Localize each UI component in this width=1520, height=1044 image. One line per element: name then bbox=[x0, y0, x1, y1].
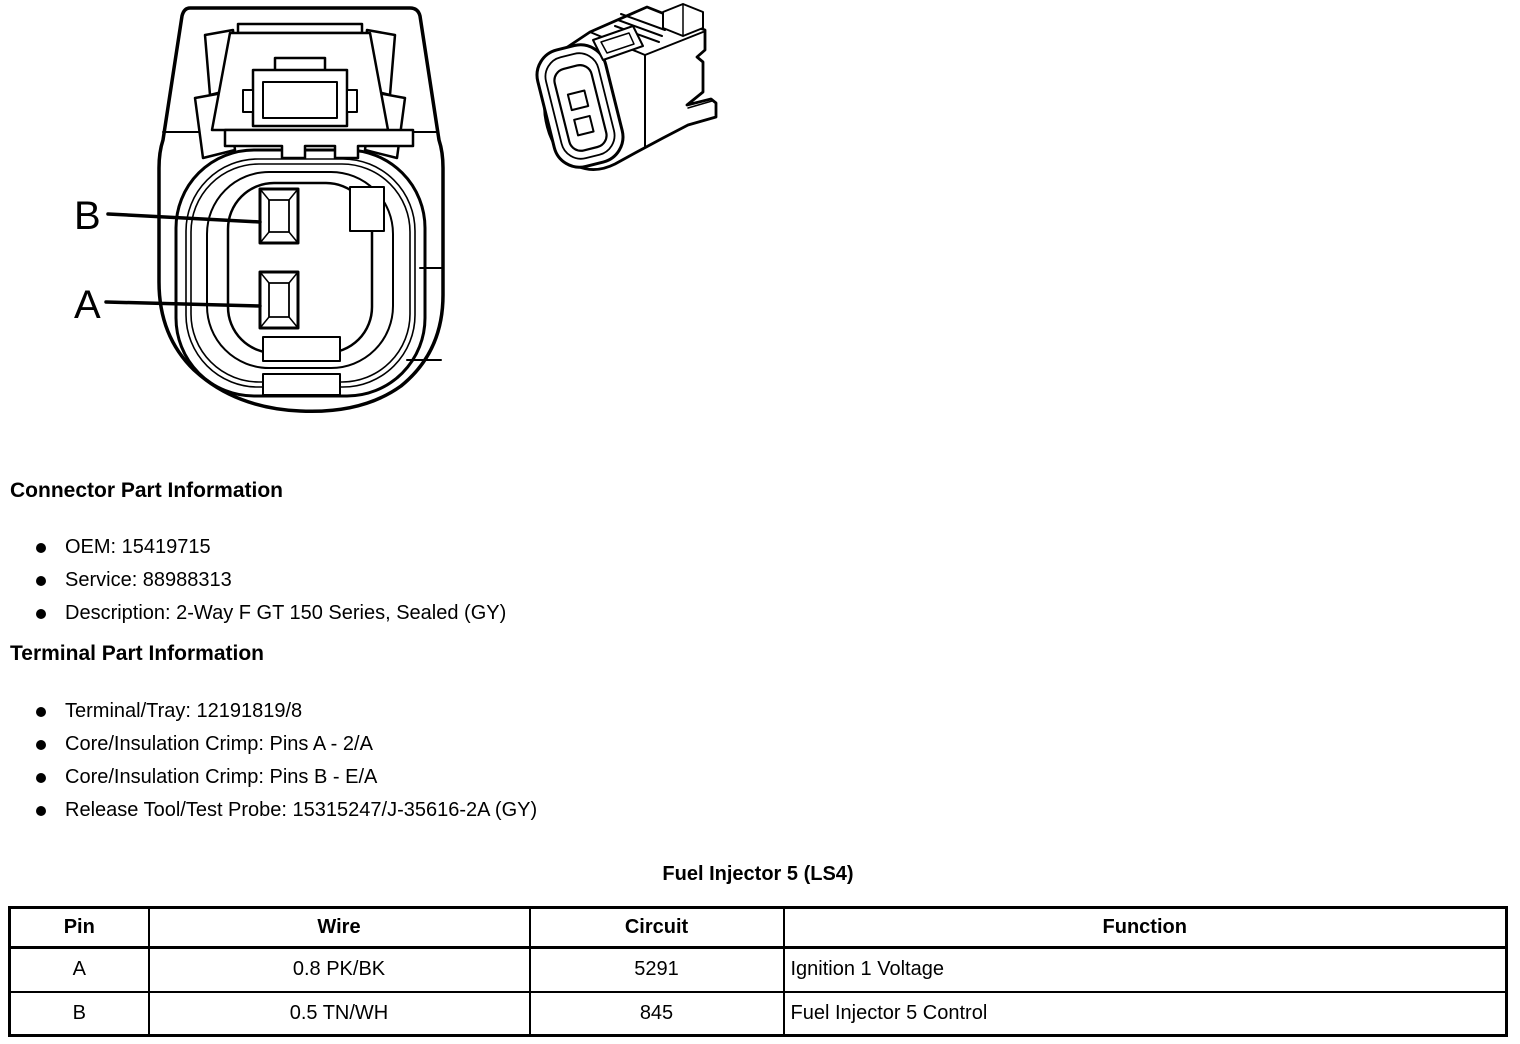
col-header-circuit: Circuit bbox=[530, 908, 784, 948]
pinout-table-title: Fuel Injector 5 (LS4) bbox=[662, 863, 854, 885]
terminal-info-heading: Terminal Part Information bbox=[10, 642, 264, 665]
list-item bbox=[10, 728, 537, 761]
terminal-info-item: Terminal/Tray: 12191819/8 bbox=[65, 700, 303, 722]
terminal-info-item: Core/Insulation Crimp: Pins B - E/A bbox=[65, 766, 378, 788]
bullet-icon bbox=[36, 773, 46, 783]
list-item bbox=[10, 761, 537, 794]
terminal-info-item: Release Tool/Test Probe: 15315247/J-35616-2A (GY) bbox=[65, 799, 538, 821]
cell-function: Ignition 1 Voltage bbox=[784, 948, 1507, 992]
list-item bbox=[10, 564, 506, 597]
pinout-table bbox=[8, 906, 1508, 1037]
cell-circuit: 845 bbox=[530, 992, 784, 1036]
bullet-icon bbox=[36, 576, 46, 586]
list-item bbox=[10, 794, 537, 827]
table-row bbox=[10, 992, 1507, 1036]
bullet-icon bbox=[36, 543, 46, 553]
terminal-info-item: Core/Insulation Crimp: Pins A - 2/A bbox=[65, 733, 373, 755]
col-header-function: Function bbox=[784, 908, 1507, 948]
cell-wire: 0.5 TN/WH bbox=[149, 992, 530, 1036]
cell-circuit: 5291 bbox=[530, 948, 784, 992]
connector-side-view-diagram bbox=[535, 0, 750, 180]
terminal-info-list bbox=[10, 695, 537, 827]
connector-info-heading: Connector Part Information bbox=[10, 479, 284, 502]
bullet-icon bbox=[36, 806, 46, 816]
pin-label-b: B bbox=[74, 194, 101, 238]
cell-pin: B bbox=[10, 992, 149, 1036]
cell-pin: A bbox=[10, 948, 149, 992]
list-item bbox=[10, 531, 506, 564]
pin-label-a: A bbox=[74, 283, 101, 327]
connector-front-view-diagram bbox=[60, 0, 460, 420]
cell-wire: 0.8 PK/BK bbox=[149, 948, 530, 992]
col-header-wire: Wire bbox=[149, 908, 530, 948]
list-item bbox=[10, 597, 506, 630]
connector-info-list bbox=[10, 531, 506, 630]
connector-info-item: OEM: 15419715 bbox=[65, 536, 211, 558]
table-row bbox=[10, 948, 1507, 992]
cell-function: Fuel Injector 5 Control bbox=[784, 992, 1507, 1036]
connector-info-item: Service: 88988313 bbox=[65, 569, 232, 591]
connector-info-item: Description: 2-Way F GT 150 Series, Sealed (GY) bbox=[65, 602, 507, 624]
table-header-row bbox=[10, 908, 1507, 948]
list-item bbox=[10, 695, 537, 728]
bullet-icon bbox=[36, 707, 46, 717]
bullet-icon bbox=[36, 609, 46, 619]
col-header-pin: Pin bbox=[10, 908, 149, 948]
bullet-icon bbox=[36, 740, 46, 750]
